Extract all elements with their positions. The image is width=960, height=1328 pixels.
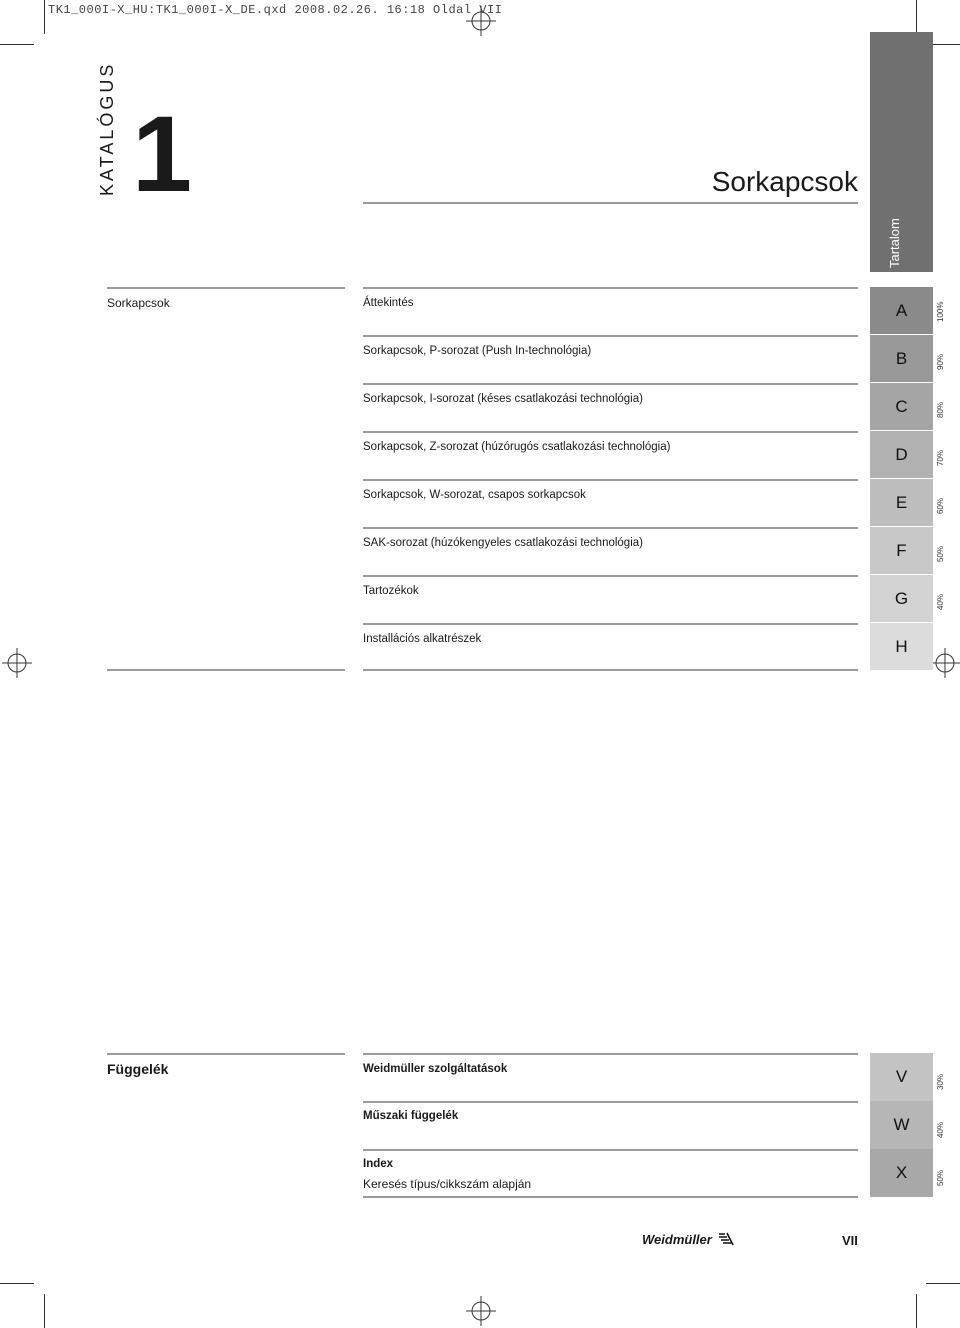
- tab-C[interactable]: C: [870, 383, 933, 430]
- toc-item[interactable]: Weidmüller szolgáltatások: [363, 1063, 508, 1075]
- logo-text: Weidmüller: [642, 1232, 712, 1247]
- section-rule-left: [107, 1053, 345, 1055]
- crop-mark-bl-v: [44, 1294, 45, 1328]
- weidmuller-logo: [642, 1232, 734, 1247]
- color-percent: 80%: [936, 401, 945, 418]
- color-percent: 60%: [936, 497, 945, 514]
- registration-mark-bottom: [466, 1296, 496, 1326]
- row-rule: [363, 623, 858, 625]
- row-rule: [363, 1149, 858, 1151]
- toc-item[interactable]: Index: [363, 1158, 394, 1170]
- row-rule: [363, 1053, 858, 1055]
- sidebar-title: Tartalom: [887, 218, 902, 268]
- toc-item[interactable]: Tartozékok: [363, 585, 419, 597]
- title-rule: [363, 202, 858, 204]
- tab-B[interactable]: B: [870, 335, 933, 382]
- toc-item[interactable]: Sorkapcsok, P-sorozat (Push In-technológia): [363, 345, 592, 357]
- toc-item[interactable]: Műszaki függelék: [363, 1110, 459, 1122]
- crop-mark-bl-h: [0, 1283, 34, 1284]
- toc-item[interactable]: Installációs alkatrészek: [363, 633, 482, 645]
- row-rule: [363, 383, 858, 385]
- toc-item-subtext[interactable]: Keresés típus/cikkszám alapján: [363, 1177, 532, 1191]
- row-rule: [363, 431, 858, 433]
- row-rule: [363, 527, 858, 529]
- tab-X[interactable]: X: [870, 1149, 933, 1197]
- color-percent: 90%: [936, 353, 945, 370]
- tab-F[interactable]: F: [870, 527, 933, 574]
- row-rule: [363, 575, 858, 577]
- color-percent: 40%: [936, 593, 945, 610]
- color-percent: 50%: [936, 1169, 945, 1186]
- color-percent: 50%: [936, 545, 945, 562]
- registration-mark-top: [466, 6, 496, 36]
- file-slug: TK1_000I-X_HU:TK1_000I-X_DE.qxd 2008.02.26. 16:18 Oldal VII: [48, 3, 503, 17]
- crop-mark-br-h: [926, 1283, 960, 1284]
- catalog-label: KATALÓGUS: [97, 61, 117, 196]
- tab-G[interactable]: G: [870, 575, 933, 622]
- section-rule-left: [107, 287, 345, 289]
- row-rule: [363, 1196, 858, 1198]
- toc-item[interactable]: Áttekintés: [363, 297, 414, 309]
- crop-mark-tr-v: [916, 0, 917, 34]
- registration-mark-left: [2, 648, 32, 678]
- toc-item[interactable]: Sorkapcsok, Z-sorozat (húzórugós csatlakozási technológia): [363, 441, 671, 453]
- toc-item[interactable]: Sorkapcsok, I-sorozat (késes csatlakozási technológia): [363, 393, 643, 405]
- page-title: Sorkapcsok: [711, 166, 858, 197]
- sidebar-title-tab: [870, 32, 933, 272]
- registration-mark-right: [930, 648, 960, 678]
- section-rule-left-end: [107, 669, 345, 671]
- tab-A[interactable]: A: [870, 287, 933, 334]
- logo-mark-icon: [718, 1232, 734, 1246]
- color-percent: 100%: [936, 301, 945, 322]
- crop-mark-br-v: [916, 1294, 917, 1328]
- page-number: VII: [842, 1233, 858, 1248]
- catalog-number: 1: [132, 93, 189, 214]
- row-rule: [363, 335, 858, 337]
- tab-H[interactable]: H: [870, 623, 933, 670]
- tab-W[interactable]: W: [870, 1101, 933, 1149]
- section-label-sorkapcsok: Sorkapcsok: [107, 296, 170, 310]
- tab-D[interactable]: D: [870, 431, 933, 478]
- section-label-fuggelek: Függelék: [107, 1061, 169, 1077]
- row-rule: [363, 1101, 858, 1103]
- row-rule: [363, 287, 858, 289]
- tab-E[interactable]: E: [870, 479, 933, 526]
- color-percent: 30%: [936, 1073, 945, 1090]
- color-percent: 40%: [936, 1121, 945, 1138]
- row-rule: [363, 669, 858, 671]
- toc-item[interactable]: Sorkapcsok, W-sorozat, csapos sorkapcsok: [363, 489, 586, 501]
- color-percent: 70%: [936, 449, 945, 466]
- tab-V[interactable]: V: [870, 1053, 933, 1101]
- crop-mark-tl-h: [0, 44, 34, 45]
- crop-mark-tl-v: [44, 0, 45, 34]
- row-rule: [363, 479, 858, 481]
- toc-item[interactable]: SAK-sorozat (húzókengyeles csatlakozási technológia): [363, 537, 643, 549]
